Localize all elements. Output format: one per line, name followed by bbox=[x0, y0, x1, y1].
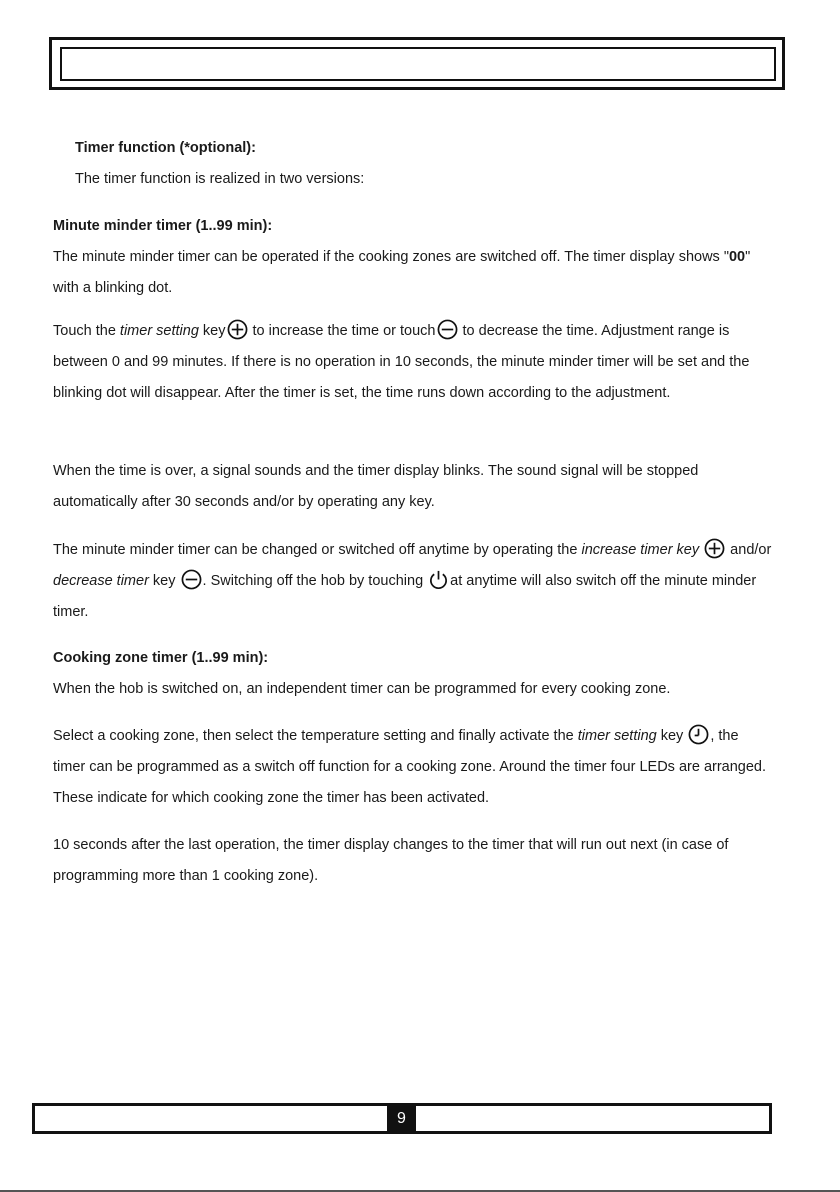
plus-circle-icon bbox=[227, 319, 248, 340]
minute-minder-paragraph-2: Touch the timer setting key to increase the time or touch to decrease the time. Adjustment range is between 0 and 99 minutes. If there is no operation in 10 seconds, the minute minder timer will be set and the blinking dot will disappear. After the timer is set, the time runs down according to the adjustment. bbox=[53, 316, 773, 409]
timer-clock-icon bbox=[688, 724, 709, 745]
minus-circle-icon bbox=[181, 569, 202, 590]
minute-minder-paragraph-4: The minute minder timer can be changed or switched off anytime by operating the increase timer key and/or decrease timer key . Switching off the hob by touching at anytime will also switch off the minute minder timer. bbox=[53, 535, 773, 628]
cooking-zone-paragraph-1: When the hob is switched on, an independent timer can be programmed for every cooking zone. bbox=[53, 681, 671, 697]
minute-minder-paragraph-3: When the time is over, a signal sounds and the timer display blinks. The sound signal will be stopped automatically after 30 seconds and/or by operating any key. bbox=[53, 463, 699, 510]
cooking-zone-paragraph-2: Select a cooking zone, then select the temperature setting and finally activate the timer setting key , the timer can be programmed as a switch off function for a cooking zone. Around the timer four LEDs are arranged. These indicate for which cooking zone the timer has been activated. bbox=[53, 721, 773, 814]
minute-minder-paragraph-1: The minute minder timer can be operated if the cooking zones are switched off. The timer display shows "00" with a blinking dot. bbox=[53, 249, 751, 296]
header-title-box bbox=[60, 47, 776, 81]
plus-circle-icon bbox=[704, 538, 725, 559]
cooking-zone-paragraph-3: 10 seconds after the last operation, the timer display changes to the timer that will run out next (in case of programming more than 1 cooking zone). bbox=[53, 837, 729, 884]
minus-circle-icon bbox=[437, 319, 458, 340]
minute-minder-heading: Minute minder timer (1..99 min): bbox=[53, 218, 273, 234]
power-icon bbox=[428, 569, 449, 590]
timer-function-title: Timer function (*optional): bbox=[75, 140, 256, 156]
cooking-zone-heading: Cooking zone timer (1..99 min): bbox=[53, 650, 269, 666]
header-frame bbox=[49, 37, 785, 90]
timer-function-intro: The timer function is realized in two versions: bbox=[75, 171, 365, 187]
page-number: 9 bbox=[387, 1103, 416, 1134]
